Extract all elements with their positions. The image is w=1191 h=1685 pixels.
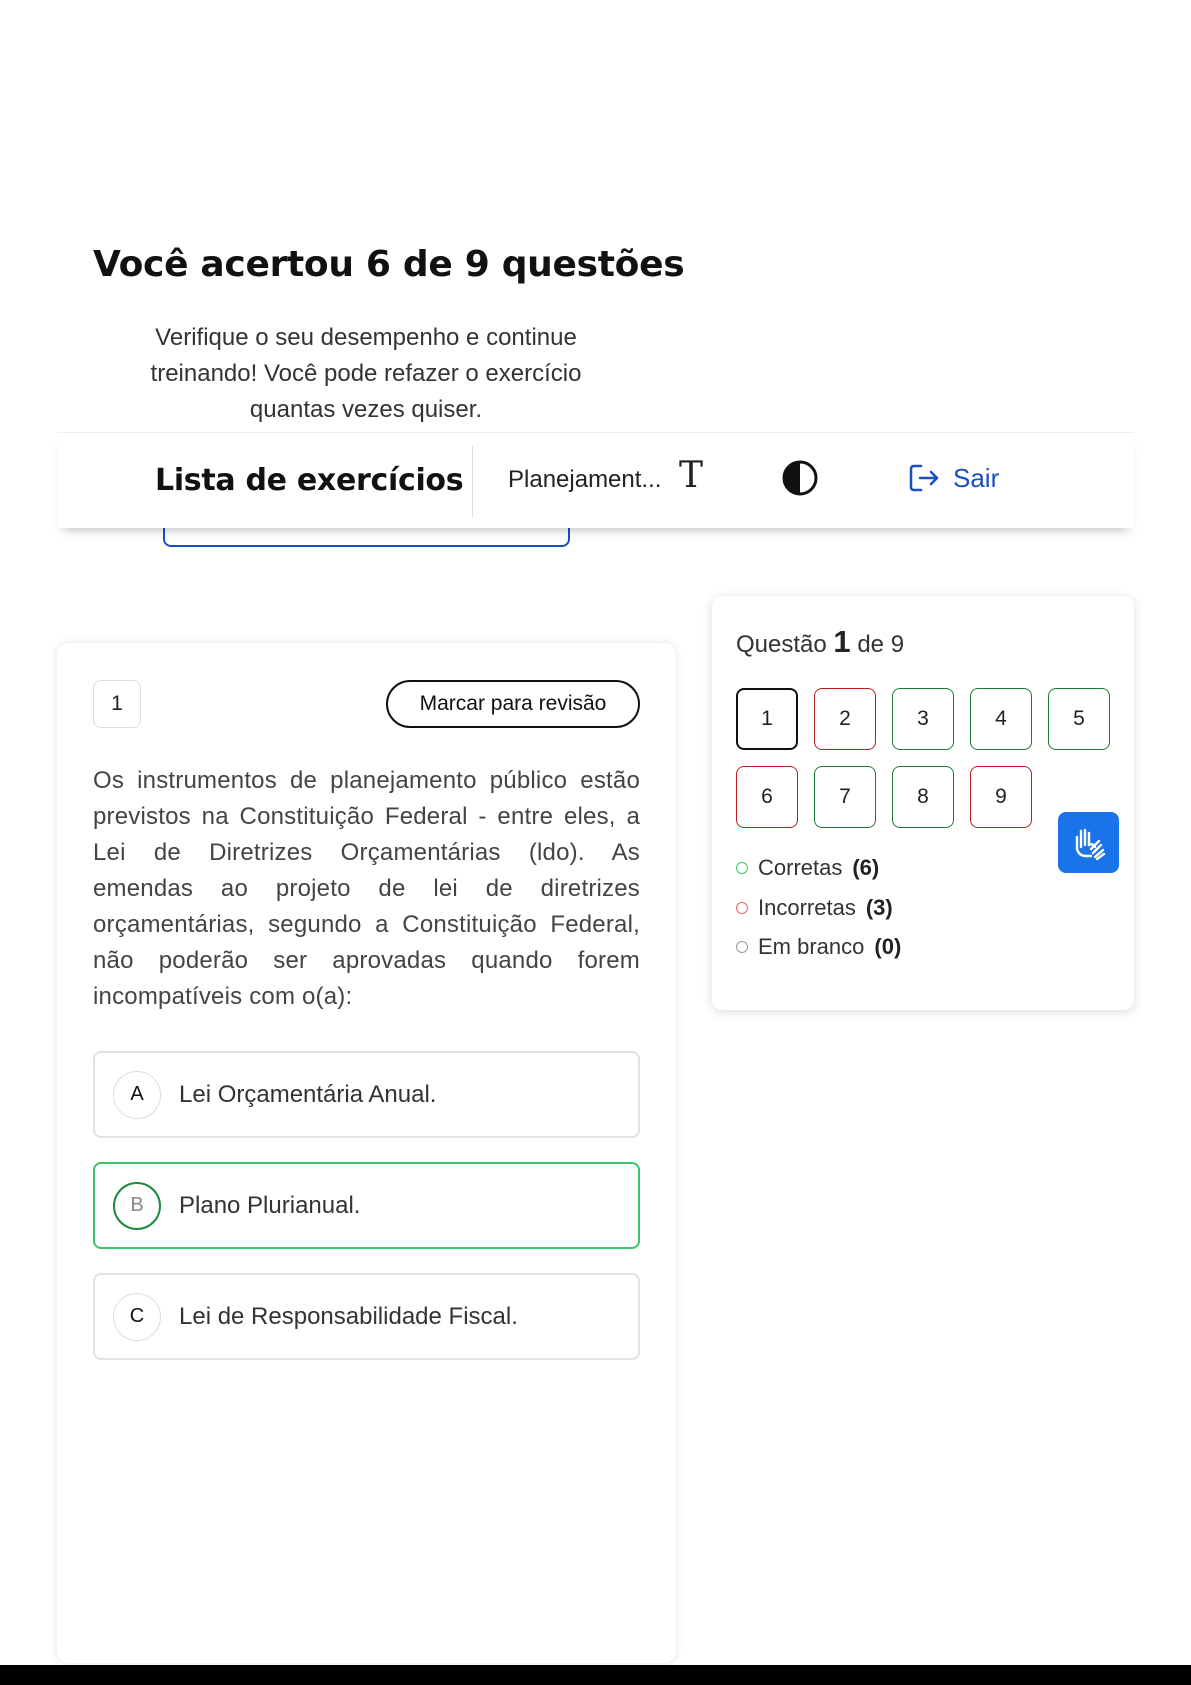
correct-dot-icon (736, 862, 748, 874)
bottom-edge-bar (0, 1665, 1191, 1685)
result-title: Você acertou 6 de 9 questões (93, 244, 685, 285)
contrast-icon[interactable] (781, 459, 819, 497)
option-text: Plano Plurianual. (179, 1191, 361, 1219)
navigator-current: 1 (833, 624, 851, 659)
header-divider (472, 445, 473, 517)
question-button-2[interactable]: 2 (814, 688, 876, 750)
option-c[interactable] (93, 1273, 640, 1360)
question-button-3[interactable]: 3 (892, 688, 954, 750)
course-name: Planejament... (508, 466, 662, 493)
legend-incorrect (736, 895, 893, 921)
legend-count: (0) (874, 934, 902, 959)
question-statement: Os instrumentos de planejamento público estão previstos na Constituição Federal - entre eles, a Lei de Diretrizes Orçamentárias (ldo). As emendas ao projeto de lei de diretrizes orçamentárias, segundo a Constituição Federal, não poderão ser aprovadas quando forem incompatíveis com o(a): (93, 767, 640, 1010)
legend-count: (3) (865, 895, 893, 920)
navigator-prefix: Questão (736, 631, 827, 658)
navigator-suffix: de 9 (857, 631, 905, 658)
legend-blank (736, 934, 901, 960)
result-subtitle: Verifique o seu desempenho e continue treinando! Você pode refazer o exercício quantas vezes quiser. (150, 324, 582, 423)
question-button-4[interactable]: 4 (970, 688, 1032, 750)
question-button-9[interactable]: 9 (970, 766, 1032, 828)
option-b[interactable] (93, 1162, 640, 1249)
option-letter: B (113, 1182, 161, 1230)
option-letter: A (113, 1071, 161, 1119)
option-text: Lei Orçamentária Anual. (179, 1080, 437, 1108)
logout-button[interactable] (907, 461, 999, 495)
option-a[interactable] (93, 1051, 640, 1138)
navigator-title (736, 624, 904, 660)
mark-for-review-button[interactable]: Marcar para revisão (386, 680, 640, 728)
top-bar (57, 432, 1134, 528)
legend-count: (6) (852, 855, 880, 880)
libras-button[interactable] (1058, 812, 1119, 873)
blank-dot-icon (736, 941, 748, 953)
question-number-badge: 1 (93, 680, 141, 728)
question-navigator (712, 596, 1134, 1010)
option-letter: C (113, 1293, 161, 1341)
question-button-6[interactable]: 6 (736, 766, 798, 828)
incorrect-dot-icon (736, 902, 748, 914)
legend-label: Incorretas (758, 895, 856, 920)
hands-sign-language-icon (1069, 823, 1109, 863)
logout-label: Sair (953, 462, 1000, 493)
legend-label: Em branco (758, 934, 865, 959)
page-title: Lista de exercícios (155, 463, 464, 498)
question-button-7[interactable]: 7 (814, 766, 876, 828)
question-button-1[interactable]: 1 (736, 688, 798, 750)
option-text: Lei de Responsabilidade Fiscal. (179, 1302, 518, 1330)
question-card (57, 643, 676, 1663)
font-size-icon[interactable]: T (679, 455, 704, 496)
question-button-5[interactable]: 5 (1048, 688, 1110, 750)
question-button-8[interactable]: 8 (892, 766, 954, 828)
legend-correct (736, 855, 879, 881)
logout-icon (907, 461, 941, 495)
legend-label: Corretas (758, 855, 843, 880)
